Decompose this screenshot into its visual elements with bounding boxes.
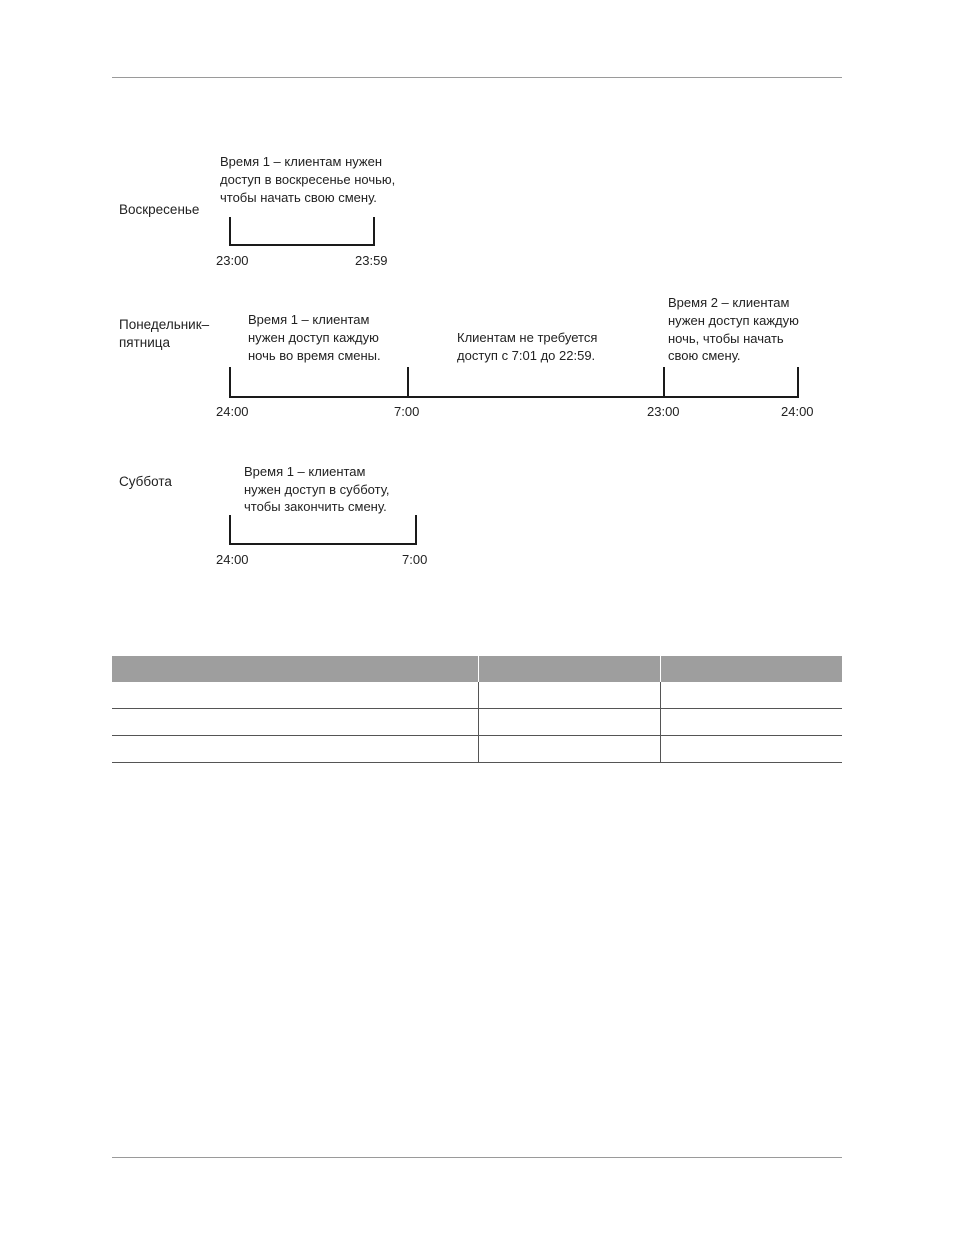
table-cell — [660, 709, 842, 736]
table-row — [112, 736, 842, 763]
table-cell — [112, 682, 478, 709]
saturday-note-line-3: чтобы закончить смену. — [244, 499, 387, 514]
weekdays-tick-3: 23:00 — [647, 404, 680, 419]
weekdays-note2-line-3: ночь, чтобы начать — [668, 331, 784, 346]
data-table — [112, 656, 842, 763]
weekdays-note-mid-line-2: доступ с 7:01 до 22:59. — [457, 348, 596, 363]
weekdays-note1-line-1: Время 1 – клиентам — [248, 312, 370, 327]
weekdays-note2-line-1: Время 2 – клиентам — [668, 295, 790, 310]
table-cell — [660, 682, 842, 709]
sunday-timeline — [229, 217, 375, 246]
weekdays-timeline — [229, 367, 799, 398]
weekdays-note2-line-4: свою смену. — [668, 348, 741, 363]
weekdays-tick-2: 7:00 — [394, 404, 420, 419]
table-header-cell — [112, 656, 478, 682]
saturday-note-line-1: Время 1 – клиентам — [244, 464, 366, 479]
table-row — [112, 709, 842, 736]
sunday-note-line-1: Время 1 – клиентам нужен — [220, 154, 383, 169]
sunday-day-label: Воскресенье — [119, 202, 200, 217]
table-cell — [660, 736, 842, 763]
saturday-day-label: Суббота — [119, 474, 172, 489]
table-cell — [112, 709, 478, 736]
sunday-tick-end: 23:59 — [355, 253, 388, 268]
table-header-cell — [478, 656, 660, 682]
sunday-note-line-2: доступ в воскресенье ночью, — [220, 172, 396, 187]
saturday-tick-start: 24:00 — [216, 552, 249, 567]
weekdays-note-mid-line-1: Клиентам не требуется — [457, 330, 598, 345]
weekdays-tick-1: 24:00 — [216, 404, 249, 419]
weekdays-note1-line-3: ночь во время смены. — [248, 348, 381, 363]
weekdays-day-label-line-2: пятница — [119, 335, 171, 350]
table-header-row — [112, 656, 842, 682]
table-header-cell — [660, 656, 842, 682]
table-cell — [112, 736, 478, 763]
sunday-tick-start: 23:00 — [216, 253, 249, 268]
table-cell — [478, 709, 660, 736]
table-cell — [478, 736, 660, 763]
table-row — [112, 682, 842, 709]
saturday-note-line-2: нужен доступ в субботу, — [244, 482, 390, 497]
weekdays-note2-line-2: нужен доступ каждую — [668, 313, 799, 328]
sunday-note-line-3: чтобы начать свою смену. — [220, 190, 377, 205]
footer-rule — [112, 1157, 842, 1158]
saturday-tick-end: 7:00 — [402, 552, 428, 567]
weekdays-note1-line-2: нужен доступ каждую — [248, 330, 379, 345]
saturday-timeline — [229, 515, 417, 545]
weekdays-day-label-line-1: Понедельник– — [119, 317, 210, 332]
empty-table — [112, 656, 842, 763]
table-cell — [478, 682, 660, 709]
weekdays-tick-4: 24:00 — [781, 404, 814, 419]
